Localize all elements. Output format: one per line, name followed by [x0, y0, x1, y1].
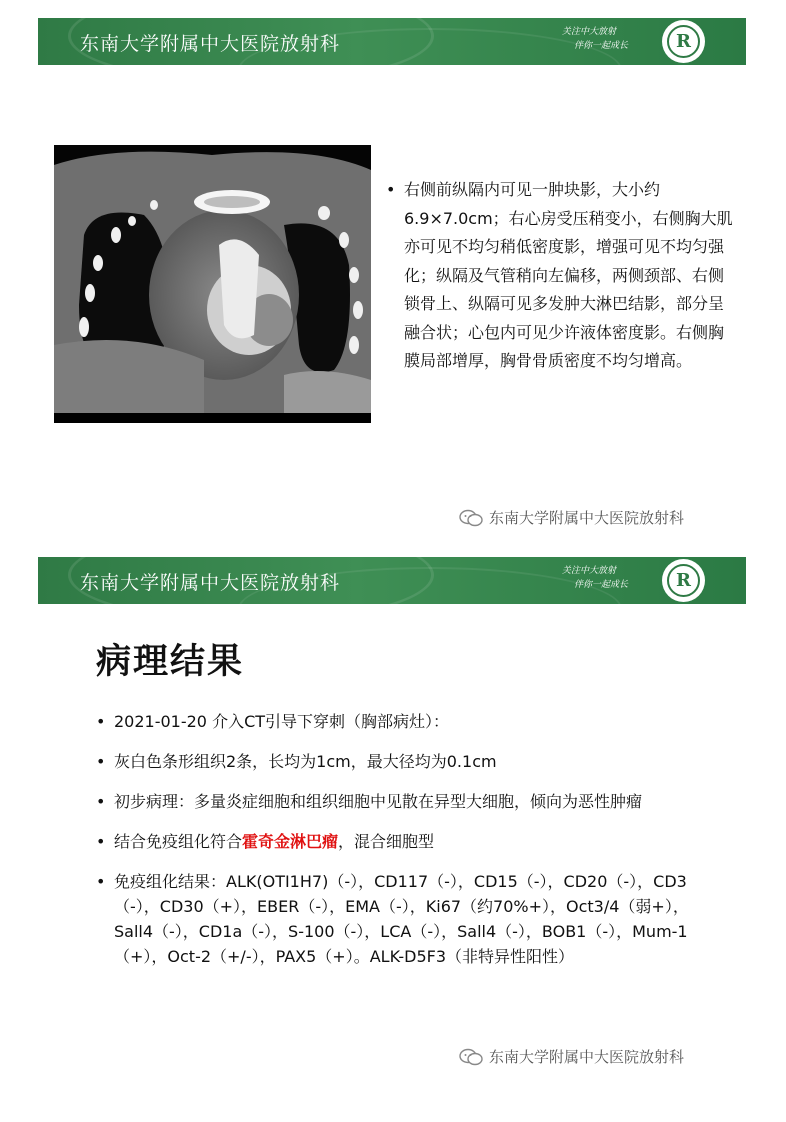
list-item — [96, 789, 716, 814]
hospital-logo — [662, 20, 705, 63]
ct-scan-drawing — [54, 145, 371, 423]
bullet-marker: • — [96, 832, 106, 851]
bullet-marker: • — [386, 180, 396, 199]
watermark — [458, 1046, 684, 1067]
list-item-text: 2021-01-20 介入CT引导下穿刺（胸部病灶）： — [114, 712, 450, 731]
list-item-text: 免疫组化结果：ALK(OTI1H7)（-），CD117（-），CD15（-），CD20（-），CD3（-），CD30（+），EBER（-），EMA（-），Ki67（约70%+），Oct3/4（弱+），Sall4（-），CD1a（-），S-100（-），LCA（-），Sall4（-），BOB1（-），Mum-1（+），Oct-2（+/-），PAX5（+）。ALK-D5F3（非特异性阳性） — [114, 872, 689, 966]
page-title: 病理结果 — [96, 642, 245, 682]
header-slogan — [562, 25, 654, 53]
watermark — [458, 507, 684, 528]
diagnosis-highlight: 霍奇金淋巴瘤 — [242, 832, 339, 851]
wechat-icon — [458, 509, 484, 527]
bullet-marker: • — [96, 752, 106, 771]
slide-ct-findings — [38, 18, 746, 538]
slogan-line-2: 伴你一起成长 — [574, 41, 629, 51]
bullet-marker: • — [96, 872, 106, 891]
list-item-text-prefix: 结合免疫组化符合 — [114, 832, 243, 851]
header-title: 东南大学附属中大医院放射科 — [80, 33, 341, 55]
ct-findings-text — [386, 176, 736, 376]
header-title: 东南大学附属中大医院放射科 — [80, 572, 341, 594]
slogan-line-1: 关注中大放射 — [562, 27, 617, 37]
header-slogan — [562, 564, 654, 592]
logo-letter: R — [667, 25, 700, 58]
list-item-text-suffix: ，混合细胞型 — [338, 832, 435, 851]
wechat-icon — [458, 1048, 484, 1066]
slide-pathology — [38, 557, 746, 1077]
pathology-list — [96, 709, 716, 984]
bullet-marker: • — [96, 792, 106, 811]
list-item-text: 初步病理：多量炎症细胞和组织细胞中见散在异型大细胞，倾向为恶性肿瘤 — [114, 792, 643, 811]
hospital-logo — [662, 559, 705, 602]
logo-letter: R — [667, 564, 700, 597]
list-item — [96, 829, 716, 854]
header-banner — [38, 557, 746, 604]
bullet-marker: • — [96, 712, 106, 731]
ct-findings-description: 右侧前纵隔内可见一肿块影，大小约6.9×7.0cm；右心房受压稍变小，右侧胸大肌亦可见不均匀稍低密度影，增强可见不均匀强化；纵隔及气管稍向左偏移，两侧颈部、右侧锁骨上、纵隔可见多发肿大淋巴结影，部分呈融合状；心包内可见少许液体密度影。右侧胸膜局部增厚，胸骨骨质密度不均匀增高。 — [404, 180, 733, 370]
list-item-text: 灰白色条形组织2条，长均为1cm，最大径均为0.1cm — [114, 752, 497, 771]
slogan-line-2: 伴你一起成长 — [574, 580, 629, 590]
list-item — [96, 709, 716, 734]
header-banner — [38, 18, 746, 65]
slogan-line-1: 关注中大放射 — [562, 566, 617, 576]
ct-scan-image — [54, 145, 371, 423]
list-item — [96, 749, 716, 774]
list-item — [96, 869, 716, 969]
watermark-text: 东南大学附属中大医院放射科 — [489, 1048, 685, 1066]
watermark-text: 东南大学附属中大医院放射科 — [489, 509, 685, 527]
